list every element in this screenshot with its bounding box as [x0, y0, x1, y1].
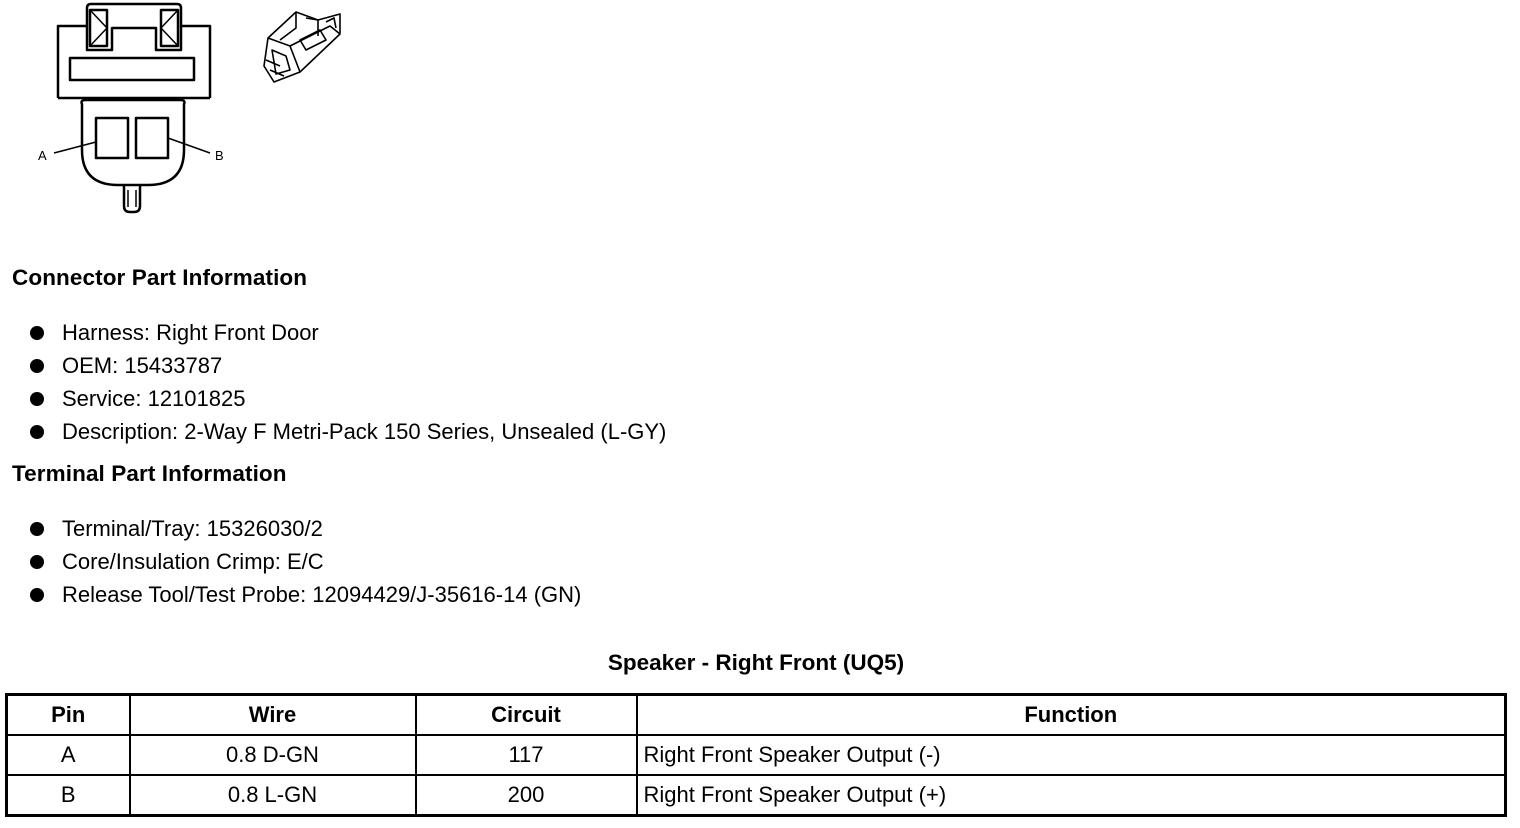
terminal-part-info-heading: Terminal Part Information	[12, 461, 287, 486]
terminal-part-info-list	[30, 515, 581, 614]
circuit-cell: 117	[416, 735, 637, 775]
pin-cell: A	[7, 735, 130, 775]
pin-a-label: A	[38, 148, 47, 163]
table-header-row	[7, 695, 1506, 736]
wire-column-header: Wire	[130, 695, 416, 736]
table-row	[7, 775, 1506, 816]
bullet-icon	[30, 522, 44, 536]
terminal-tray-text: Terminal/Tray: 15326030/2	[62, 516, 323, 541]
bullet-icon	[30, 392, 44, 406]
release-tool-text: Release Tool/Test Probe: 12094429/J-35616-14 (GN)	[62, 582, 582, 607]
connector-part-info-heading: Connector Part Information	[12, 265, 308, 290]
connector-part-info-list	[30, 319, 666, 451]
description-text: Description: 2-Way F Metri-Pack 150 Series, Unsealed (L-GY)	[62, 419, 667, 444]
pin-table-title: Speaker - Right Front (UQ5)	[607, 650, 905, 675]
list-item	[30, 581, 581, 614]
connector-face-diagram	[20, 0, 250, 220]
wire-cell: 0.8 D-GN	[130, 735, 416, 775]
table-row	[7, 735, 1506, 775]
pin-column-header: Pin	[7, 695, 130, 736]
crimp-text: Core/Insulation Crimp: E/C	[62, 549, 324, 574]
list-item	[30, 319, 666, 352]
bullet-icon	[30, 359, 44, 373]
service-text: Service: 12101825	[62, 386, 246, 411]
list-item	[30, 418, 666, 451]
bullet-icon	[30, 326, 44, 340]
bullet-icon	[30, 588, 44, 602]
pin-b-label: B	[215, 148, 224, 163]
function-cell: Right Front Speaker Output (-)	[637, 735, 1506, 775]
list-item	[30, 548, 581, 581]
wire-cell: 0.8 L-GN	[130, 775, 416, 816]
circuit-cell: 200	[416, 775, 637, 816]
oem-text: OEM: 15433787	[62, 353, 223, 378]
circuit-column-header: Circuit	[416, 695, 637, 736]
pin-table	[5, 693, 1507, 817]
pin-cell: B	[7, 775, 130, 816]
list-item	[30, 352, 666, 385]
function-cell: Right Front Speaker Output (+)	[637, 775, 1506, 816]
bullet-icon	[30, 425, 44, 439]
list-item	[30, 515, 581, 548]
bullet-icon	[30, 555, 44, 569]
harness-text: Harness: Right Front Door	[62, 320, 319, 345]
list-item	[30, 385, 666, 418]
connector-isometric-icon	[255, 4, 350, 89]
function-column-header: Function	[637, 695, 1506, 736]
